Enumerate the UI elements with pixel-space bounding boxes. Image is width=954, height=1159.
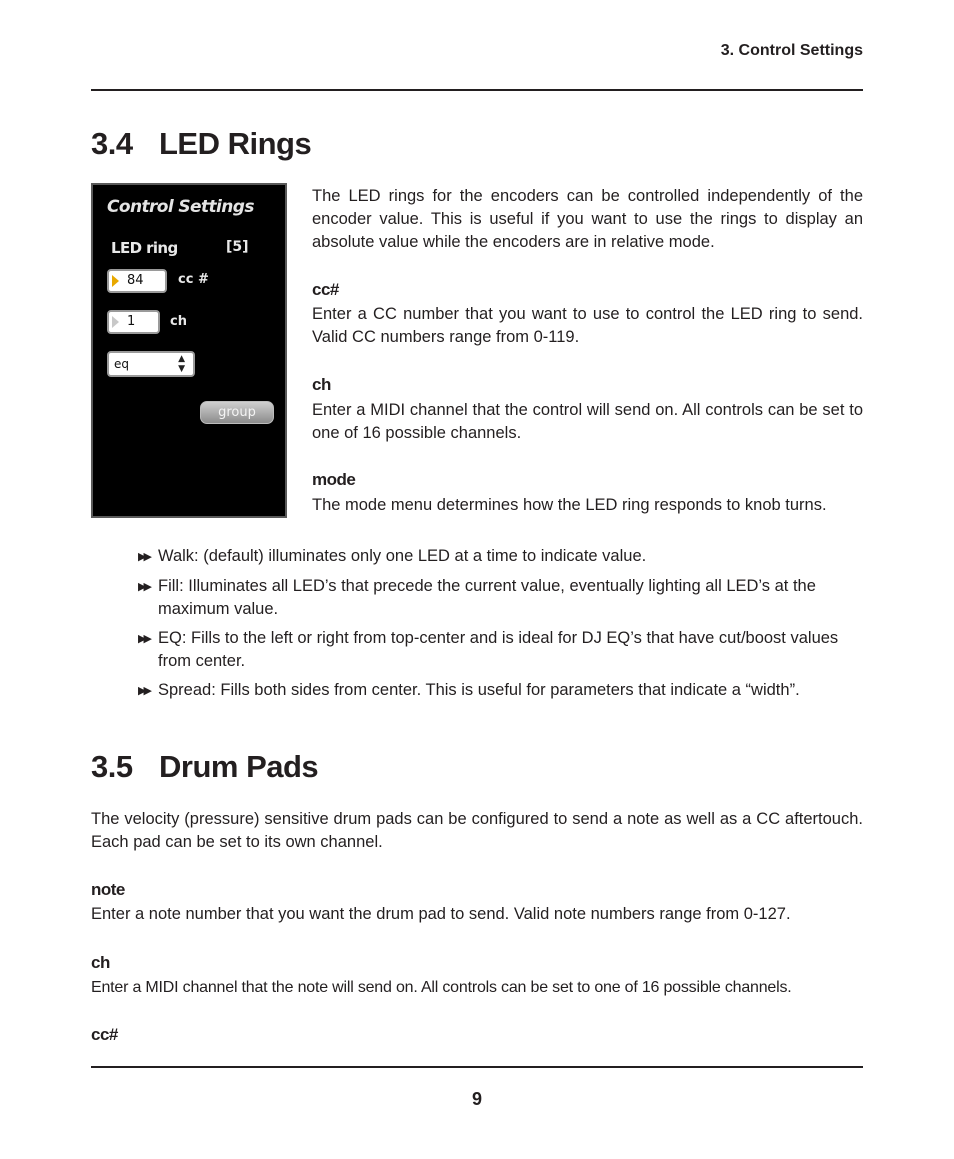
param-term: cc# bbox=[312, 280, 339, 299]
updown-arrows-icon: ▲ ▼ bbox=[178, 354, 185, 374]
param-term: ch bbox=[312, 375, 331, 394]
double-arrow-bullet-icon: ▶▶ bbox=[138, 551, 149, 563]
channel-label: ch bbox=[170, 314, 187, 329]
list-item: ▶▶ Spread: Fills both sides from center. This is useful for parameters that indicate a “width”. bbox=[132, 679, 863, 702]
footer-rule bbox=[91, 1066, 863, 1068]
number-arrow-icon bbox=[112, 316, 119, 328]
channel-value: 1 bbox=[127, 314, 136, 329]
mode-value: eq bbox=[114, 357, 129, 371]
group-button: group bbox=[200, 401, 274, 424]
param-desc: The mode menu determines how the LED ring responds to knob turns. bbox=[312, 496, 827, 514]
drum-pads-intro: The velocity (pressure) sensitive drum pads can be configured to send a note as well as a CC aftertouch. Each pad can be set to its own channel. bbox=[91, 810, 863, 851]
panel-title: Control Settings bbox=[107, 197, 254, 217]
cc-number-label: cc # bbox=[178, 272, 209, 287]
double-arrow-bullet-icon: ▶▶ bbox=[138, 581, 149, 593]
param-desc: Enter a note number that you want the drum pad to send. Valid note numbers range from 0-127. bbox=[91, 905, 791, 923]
header-rule bbox=[91, 89, 863, 91]
list-item: ▶▶ EQ: Fills to the left or right from top-center and is ideal for DJ EQ’s that have cut/boost values from center. bbox=[138, 629, 839, 670]
param-desc: Enter a CC number that you want to use to control the LED ring to send. Valid CC numbers range from 0-119. bbox=[312, 305, 863, 346]
param-term: ch bbox=[91, 953, 110, 972]
panel-index: [5] bbox=[226, 239, 249, 255]
channel-box bbox=[107, 310, 160, 334]
running-header: 3. Control Settings bbox=[720, 42, 863, 59]
mode-list bbox=[132, 545, 863, 709]
panel-led-ring-label: LED ring bbox=[111, 239, 178, 257]
section-heading-led-rings bbox=[91, 126, 311, 162]
section-title: LED Rings bbox=[159, 126, 312, 161]
list-item: ▶▶ Walk: (default) illuminates only one LED at a time to indicate value. bbox=[132, 545, 863, 568]
section-number: 3.5 bbox=[91, 749, 133, 784]
param-term: cc# bbox=[91, 1025, 118, 1044]
cc-number-value: 84 bbox=[127, 273, 144, 288]
section-heading-drum-pads bbox=[91, 749, 318, 785]
led-rings-intro: The LED rings for the encoders can be controlled independently of the encoder value. This is useful if you want to use the rings to display an absolute value while the encoders are in relative mode. bbox=[312, 187, 863, 251]
number-arrow-icon bbox=[112, 275, 119, 287]
list-item: ▶▶ Fill: Illuminates all LED’s that precede the current value, eventually lighting all LED’s at the maximum value. bbox=[138, 577, 816, 618]
param-term: mode bbox=[312, 470, 356, 489]
param-term: note bbox=[91, 880, 125, 899]
control-settings-screenshot bbox=[91, 183, 287, 518]
double-arrow-bullet-icon: ▶▶ bbox=[138, 633, 149, 645]
mode-menu bbox=[107, 351, 195, 377]
section-number: 3.4 bbox=[91, 126, 133, 161]
section-title: Drum Pads bbox=[159, 749, 319, 784]
page-number: 9 bbox=[471, 1089, 482, 1109]
param-desc: Enter a MIDI channel that the control will send on. All controls can be set to one of 16 possible channels. bbox=[312, 401, 863, 442]
cc-number-box bbox=[107, 269, 167, 293]
double-arrow-bullet-icon: ▶▶ bbox=[138, 685, 149, 697]
param-desc: Enter a MIDI channel that the note will send on. All controls can be set to one of 16 possible channels. bbox=[91, 979, 792, 996]
